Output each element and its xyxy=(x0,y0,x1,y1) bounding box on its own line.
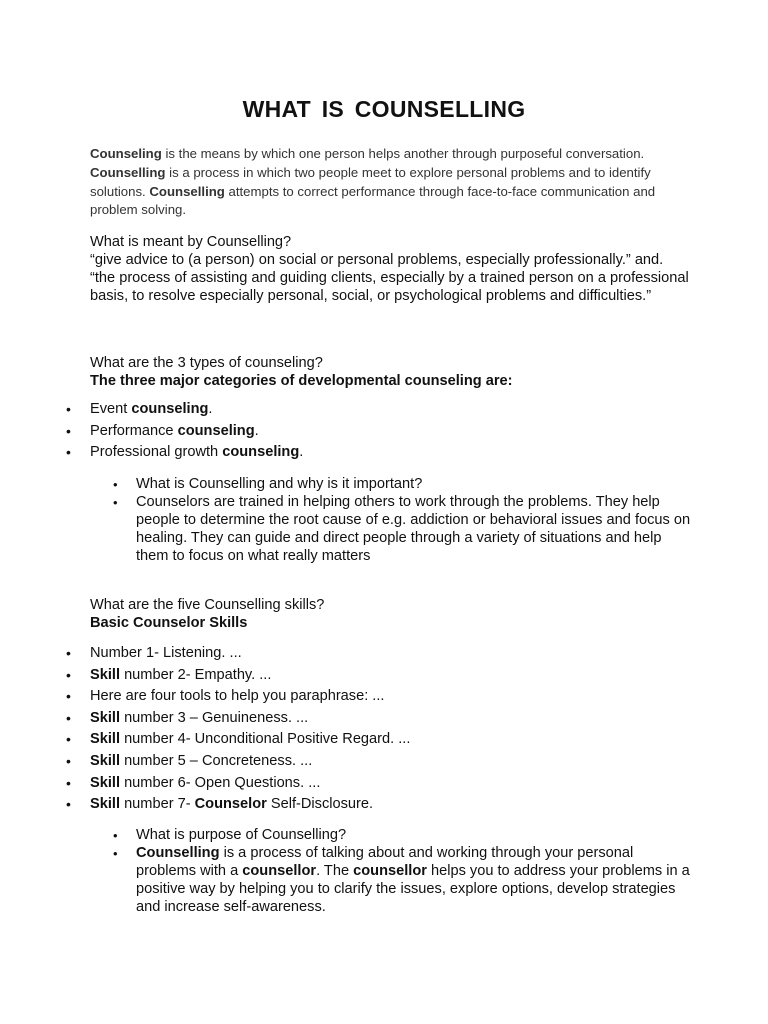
list-item xyxy=(0,827,692,845)
list-item: • Skill number 7- Counselor Self-Disclosure. xyxy=(0,794,768,816)
bullet-icon: • xyxy=(113,828,118,843)
bullet-icon: • xyxy=(113,845,118,861)
list-item: • Professional growth counseling. xyxy=(0,442,768,464)
list-item: • Performance counseling. xyxy=(0,421,768,443)
meaning-question: What is meant by Counselling? xyxy=(90,234,292,250)
skills-question: What are the five Counselling skills? xyxy=(90,597,325,613)
page-title: WHAT IS COUNSELLING xyxy=(242,96,526,122)
importance-question: What is Counselling and why is it important? xyxy=(136,476,423,492)
intro-term: Counselling xyxy=(90,164,166,180)
skills-list xyxy=(0,643,768,816)
skills-section xyxy=(90,597,690,633)
purpose-question: What is purpose of Counselling? xyxy=(136,827,347,843)
intro-text: is a process in which two people meet to explore personal problems and to identify solutions. xyxy=(90,164,651,199)
bullet-icon: • xyxy=(66,731,71,748)
bullet-icon: • xyxy=(66,666,71,683)
bullet-icon: • xyxy=(113,477,118,492)
meaning-answer: “give advice to (a person) on social or personal problems, especially professionally.” and. “the process of assisting and guiding clients, especially by a trained person on a professional basis, to resolve especially personal, social, or psychological problems and difficulties.” xyxy=(90,251,689,304)
list-item: • Skill number 6- Open Questions. ... xyxy=(0,773,768,795)
purpose-list xyxy=(0,827,768,917)
bullet-icon: • xyxy=(66,422,71,439)
bullet-icon: • xyxy=(113,494,118,510)
meaning-section xyxy=(90,234,690,306)
list-item: • Skill number 3 – Genuineness. ... xyxy=(0,708,768,730)
list-item: • Skill number 4- Unconditional Positive Regard. ... xyxy=(0,729,768,751)
types-list xyxy=(0,399,768,464)
importance-answer: Counselors are trained in helping others to work through the problems. They help people to determine the root cause of e.g. addiction or behavioral issues and focus on healing. They can guide and direct people through a variety of situations and help them to focus on what really matters xyxy=(136,493,691,564)
bullet-icon: • xyxy=(66,709,71,726)
importance-list xyxy=(0,476,768,566)
list-item xyxy=(0,476,692,494)
skills-heading: Basic Counselor Skills xyxy=(90,614,248,631)
list-item: • Counselling is a process of talking about and working through your personal problems with a counsellor. The counsellor helps you to address your problems in a positive way by helping you to clarify the issues, explore options, develop strategies and increase self-awareness. xyxy=(113,844,690,915)
list-item: • Number 1- Listening. ... xyxy=(0,643,768,665)
list-item: • Event counseling. xyxy=(0,399,768,421)
bullet-icon: • xyxy=(66,444,71,461)
intro-paragraph xyxy=(90,145,680,220)
intro-text: attempts to correct performance through face-to-face communication and problem solving. xyxy=(90,183,656,218)
intro-text: is the means by which one person helps another through purposeful conversation. xyxy=(161,146,645,161)
list-item: • Here are four tools to help you paraphrase: ... xyxy=(0,686,768,708)
types-section xyxy=(90,355,690,391)
bullet-icon: • xyxy=(66,401,71,417)
list-item: • Skill number 5 – Concreteness. ... xyxy=(0,751,768,773)
intro-term: Counseling xyxy=(90,146,162,161)
bullet-icon: • xyxy=(66,645,71,661)
intro-term: Counselling xyxy=(149,183,225,199)
list-item: • Skill number 2- Empathy. ... xyxy=(0,665,768,687)
types-question: What are the 3 types of counseling? xyxy=(90,355,323,371)
bullet-icon: • xyxy=(66,752,71,769)
types-heading: The three major categories of developmental counseling are: xyxy=(90,372,513,389)
bullet-icon: • xyxy=(66,796,71,813)
list-item xyxy=(0,494,692,566)
bullet-icon: • xyxy=(66,774,71,791)
bullet-icon: • xyxy=(66,688,71,705)
